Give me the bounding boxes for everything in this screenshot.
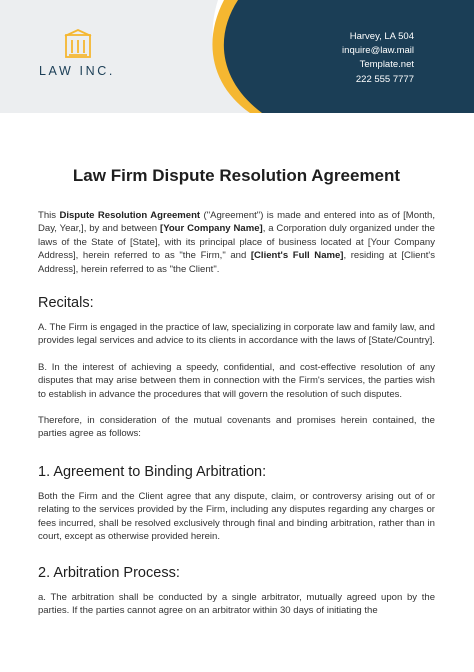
- recital-b: B. In the interest of achieving a speedy, confidential, and cost-effective resolution of any disputes that may arise between them in connection with the Firm's services, the parties wish to establish in advance the procedures that will govern the resolution of such disputes.: [38, 361, 435, 400]
- letterhead: [0, 0, 474, 113]
- contact-email[interactable]: inquire@law.mail: [342, 45, 414, 57]
- recital-therefore: Therefore, in consideration of the mutual covenants and promises herein contained, the parties agree as follows:: [38, 415, 435, 440]
- intro-text-2: ("Agreement") is made and entered into as of [Month, Day, Year,], by and between: [38, 210, 435, 235]
- document-body: [38, 166, 435, 617]
- section-1-heading: 1. Agreement to Binding Arbitration:: [38, 463, 267, 480]
- intro-paragraph: [38, 209, 435, 276]
- contact-website[interactable]: Template.net: [359, 59, 414, 71]
- intro-bold-3: [Client's Full Name]: [250, 250, 344, 262]
- contact-info: [342, 30, 414, 87]
- contact-phone: 222 555 7777: [355, 73, 414, 85]
- recitals-heading: Recitals:: [38, 295, 94, 312]
- intro-text-4: , residing at [Client's Address], herein referred to as "the Client".: [38, 250, 436, 275]
- recital-a: A. The Firm is engaged in the practice of law, specializing in corporate law and family law, and provides legal services and advice to its clients in accordance with the laws of [State/Country].: [38, 322, 435, 347]
- section-1-body: Both the Firm and the Client agree that any dispute, claim, or controversy arising out of or relating to the services provided by the Firm, including any disputes regarding any charges or fees incurred, shall be resolved exclusively through final and binding arbitration, rather than in court, except as otherwise provided herein.: [38, 490, 435, 543]
- courthouse-icon: [62, 27, 94, 59]
- intro-bold-1: Dispute Resolution Agreement: [59, 210, 201, 221]
- intro-text-3: , a Corporation duly organized under the laws of the State of [State], with its principal place of business located at [Your Company Address], herein referred to as "the Firm," and: [38, 223, 435, 262]
- company-name: LAW INC.: [39, 64, 115, 78]
- section-2-heading: 2. Arbitration Process:: [38, 564, 180, 581]
- contact-city: Harvey, LA 504: [349, 31, 414, 42]
- intro-text-1: This: [38, 210, 60, 221]
- section-2-item-a: a. The arbitration shall be conducted by a single arbitrator, mutually agreed upon by the parties. If the parties cannot agree on an arbitrator within 30 days of initiating the: [38, 591, 435, 616]
- intro-bold-2: [Your Company Name]: [160, 223, 263, 235]
- document-title: Law Firm Dispute Resolution Agreement: [72, 166, 401, 185]
